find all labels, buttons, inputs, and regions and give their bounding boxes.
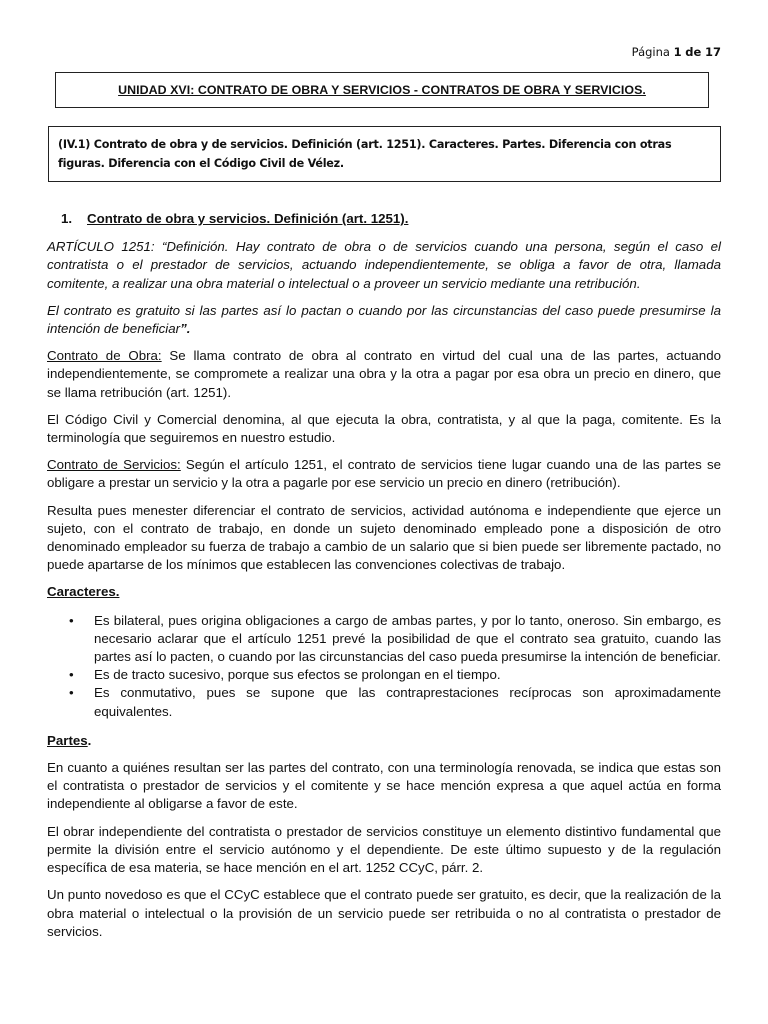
- caracteres-heading: Caracteres.: [47, 584, 120, 600]
- section-title: Contrato de obra y servicios. Definición (art. 1251).: [87, 211, 409, 226]
- bullet-icon: •: [69, 612, 74, 628]
- page-label: Página: [631, 45, 670, 59]
- article-text: “Definición. Hay contrato de obra o de servicios cuando una persona, según el caso el contratista o el prestador de servicios, actuando independientemente, se obliga a favor de otra, llamada comitente, a realizar una obra material o intelectual o a proveer un servicio mediante una retribución.: [47, 239, 722, 291]
- list-item-text: Es bilateral, pues origina obligaciones a cargo de ambas partes, y por lo tanto, oneroso. Sin embargo, es necesario aclarar que el artículo 1251 prevé la posibilidad de que el contrato sea gratuito, cuando las partes así lo pacten, o cuando por las circunstancias del caso pueda presumirse la intención de beneficiar.: [94, 612, 721, 665]
- unit-title-box: [55, 72, 709, 108]
- obra-text: Se llama contrato de obra al contrato en virtud del cual una de las partes, actuando independientemente, se compromete a realizar una obra y la otra a pagar por esa obra un precio en dinero, que se llama retribución (art. 1251).: [47, 348, 721, 400]
- bullet-icon: •: [69, 685, 74, 701]
- section-number: 1.: [61, 211, 73, 226]
- page-of: de: [685, 45, 702, 59]
- article-paragraph: [47, 238, 721, 293]
- bullet-icon: •: [69, 667, 74, 683]
- partes-heading: [47, 732, 721, 750]
- page-number: [632, 45, 721, 59]
- list-item: [47, 666, 721, 684]
- article-paragraph-2: [47, 302, 721, 338]
- page-total: 17: [704, 45, 721, 59]
- diferenciar-paragraph: Resulta pues menester diferenciar el contrato de servicios, actividad autónoma e independiente que ejerce un sujeto, con el contrato de trabajo, en donde un sujeto denominado empleado pone a disposición de otro denominado empleador su fuerza de trabajo a cambio de un salario que si bien puede ser libremente pactado, no puede apartarse de los mínimos que establecen las convenciones colectivas de trabajo.: [47, 502, 721, 573]
- article-text-2: El contrato es gratuito si las partes así lo pactan o cuando por las circunstancias del caso puede presumirse la intención de beneficiar: [47, 302, 721, 337]
- servicios-label: Contrato de Servicios:: [47, 457, 181, 473]
- page-current: 1: [673, 45, 682, 59]
- article-label: ARTÍCULO 1251:: [47, 239, 162, 255]
- list-item-text: Es conmutativo, pues se supone que las contraprestaciones recíprocas son aproximadamente equivalentes.: [94, 685, 721, 719]
- unit-title: UNIDAD XVI: CONTRATO DE OBRA Y SERVICIOS - CONTRATOS DE OBRA Y SERVICIOS.: [118, 83, 646, 97]
- servicios-paragraph: [47, 456, 721, 492]
- article-text-2-end: ”.: [180, 321, 191, 337]
- partes-heading-text: Partes: [47, 732, 88, 748]
- partes-paragraph-2: El obrar independiente del contratista o prestador de servicios constituye un elemento distintivo fundamental que permite la división entre el servicio autónomo y el dependiente. De este último supuesto y de la regulación específica de esa materia, se hace mención en el art. 1252 CCyC, párr. 2.: [47, 823, 721, 876]
- caracteres-list: [47, 612, 721, 721]
- topic-box: (IV.1) Contrato de obra y de servicios. Definición (art. 1251). Caracteres. Partes. Diferencia con otras figuras. Diferencia con el Código Civil de Vélez.: [48, 126, 721, 182]
- partes-paragraph-1: En cuanto a quiénes resultan ser las partes del contrato, con una terminología renovada, se indica que estas son el contratista o prestador de servicios y el comitente y se hace mención expresa a que aquel actúa en forma independiente al obligarse a favor de este.: [47, 760, 721, 812]
- obra-label: Contrato de Obra:: [47, 348, 162, 364]
- section-heading: [47, 210, 721, 228]
- obra-paragraph: [47, 347, 721, 402]
- document-body: [47, 210, 721, 950]
- list-item: [47, 612, 721, 667]
- list-item-text: Es de tracto sucesivo, porque sus efectos se prolongan en el tiempo.: [94, 667, 501, 683]
- servicios-text: Según el artículo 1251, el contrato de servicios tiene lugar cuando una de las partes se obligare a prestar un servicio y la otra a pagarle por ese servicio un precio en dinero (retribución).: [47, 457, 721, 491]
- list-item: [47, 684, 721, 720]
- partes-heading-end: .: [87, 732, 92, 748]
- partes-paragraph-3: Un punto novedoso es que el CCyC establece que el contrato puede ser gratuito, es decir, que la realización de la obra material o intelectual o la provisión de un servicio puede ser retribuida o no al contratista o prestador de servicios.: [47, 887, 721, 939]
- codigo-paragraph: El Código Civil y Comercial denomina, al que ejecuta la obra, contratista, y al que la paga, comitente. Es la terminología que seguiremos en nuestro estudio.: [47, 411, 721, 446]
